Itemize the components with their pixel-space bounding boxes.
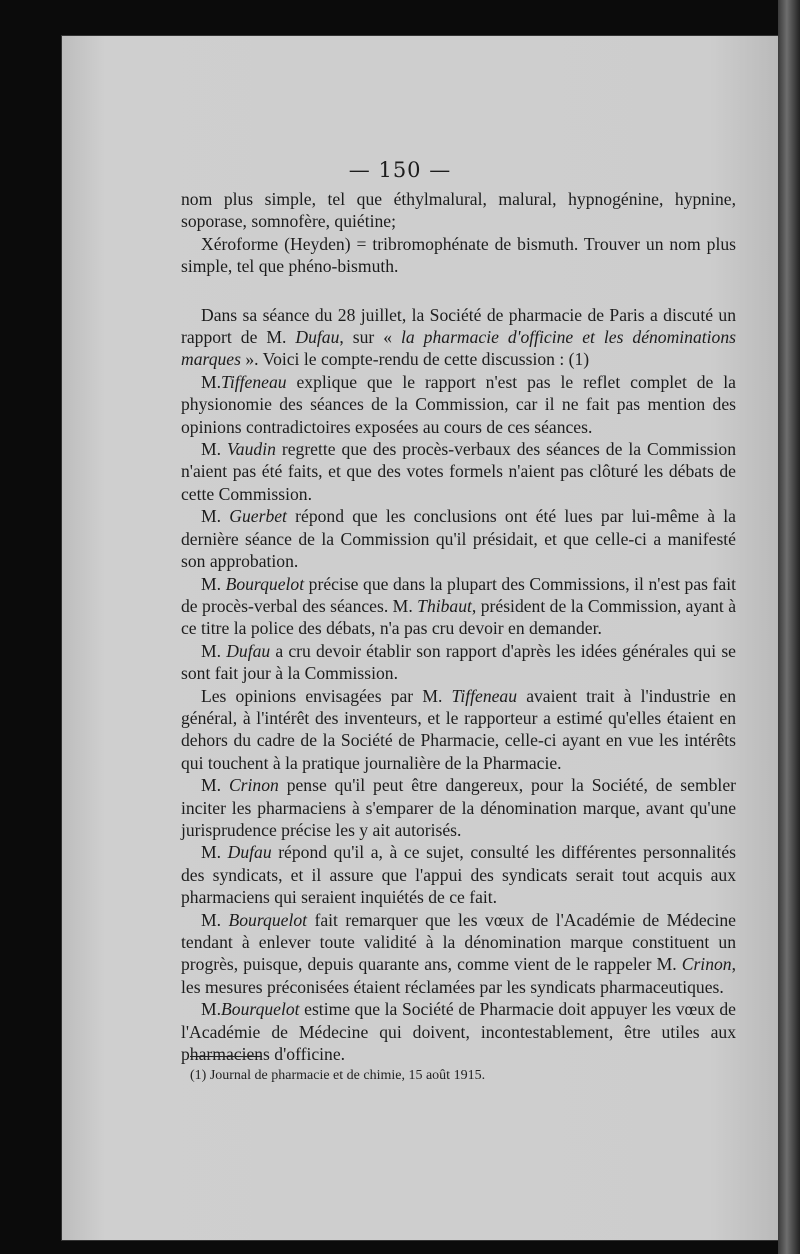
text-run: M. <box>201 999 222 1020</box>
page-edge-shadow <box>778 0 800 1254</box>
text-run: pense qu'il peut être dangereux, pour la Société, de sembler inciter les pharmaciens à s'emparer de la dénomination marque, avant qu'une jurisprudence précise les y ait autorisés. <box>181 775 736 840</box>
paragraph <box>181 371 736 438</box>
text-run: M. <box>201 909 229 930</box>
text-run: M. <box>201 371 222 392</box>
italic-name: Crinon <box>228 775 279 796</box>
text-run: M. <box>201 439 228 460</box>
text-run: M. <box>201 640 227 661</box>
text-run: précise que dans la plupart des Commissions, il n'est pas fait de procès-verbal des séances. M. <box>181 573 736 616</box>
text-run: estime que la Société de Pharmacie doit appuyer les vœux de l'Académie de Médecine qui doivent, incontestablement, être utiles aux pharmaciens d'officine. <box>181 999 736 1065</box>
text-run: ». Voici le compte-rendu de cette discussion : (1) <box>240 349 590 370</box>
text-run: Les opinions envisagées par M. <box>201 685 452 706</box>
paragraph <box>181 233 736 278</box>
italic-name: Dufau <box>295 327 340 348</box>
italic-name: Dufau <box>227 842 272 863</box>
text-run: fait remarquer que les vœux de l'Académie de Médecine tendant à enlever toute validité à la dénomination marque constituent un progrès, puisque, depuis quarante ans, comme vient de le rappeler M. <box>181 909 736 975</box>
footnote-rule <box>190 1056 262 1057</box>
italic-name: Vaudin <box>227 439 276 460</box>
text-run: a cru devoir établir son rapport d'après les idées générales qui se sont fait jour à la Commission. <box>181 640 736 684</box>
text-run: M. <box>201 842 228 863</box>
text-run: , sur « <box>339 327 402 348</box>
paragraph <box>181 998 736 1065</box>
body-text <box>181 188 736 1065</box>
text-run: répond que les conclusions ont été lues par lui-même à la dernière séance de la Commission qu'il présidait, et que celle-ci a manifesté son approbation. <box>181 506 736 572</box>
paragraph <box>181 438 736 505</box>
text-run: , président de la Commission, ayant à ce titre la police des débats, n'a pas cru devoir en demander. <box>181 595 736 639</box>
text-run: répond qu'il a, à ce sujet, consulté les différentes personnalités des syndicats, et il assure que l'appui des syndicats serait tout acquis aux pharmaciens qui seraient inquiétés de ce fait. <box>181 842 736 908</box>
text-run: nom plus simple, tel que éthylmalural, malural, hypnogénine, hypnine, soporase, somnofère, quiétine; <box>181 189 736 232</box>
italic-name: Tiffeneau <box>221 371 287 392</box>
text-run: M. <box>201 506 230 527</box>
italic-name: Tiffeneau <box>451 685 518 706</box>
italic-name: Thibaut <box>417 595 472 616</box>
italic-name: Bourquelot <box>221 999 300 1020</box>
paragraph <box>181 505 736 572</box>
paragraph <box>181 774 736 841</box>
italic-name: Bourquelot <box>228 909 308 930</box>
italic-name: Guerbet <box>229 506 287 527</box>
paragraph <box>181 909 736 999</box>
footnote: (1) Journal de pharmacie et de chimie, 15 août 1915. <box>190 1068 486 1083</box>
text-run: Xéroforme (Heyden) = tribromophénate de bismuth. Trouver un nom plus simple, tel que phéno-bismuth. <box>181 233 736 277</box>
text-run: Dans sa séance du 28 juillet, la Société de pharmacie de Paris a discuté un rapport de M. <box>181 304 736 348</box>
page-number: — 150 — <box>348 158 452 182</box>
paragraph <box>181 573 736 640</box>
text-run: avaient trait à l'industrie en général, à l'intérêt des inventeurs, et le rapporteur a estimé qu'elles étaient en dehors du cadre de la Société de Pharmacie, celle-ci ayant en vue les intérêts qui touchent à la pratique journalière de la Pharmacie. <box>181 685 736 773</box>
paragraph <box>181 188 736 233</box>
text-run: M. <box>201 775 229 796</box>
text-run: explique que le rapport n'est pas le reflet complet de la physionomie des séances de la Commission, car il ne fait pas mention des opinions contradictoires exposées au cours de ces séances. <box>181 371 736 437</box>
text-run: regrette que des procès-verbaux des séances de la Commission n'aient pas été faits, et que des votes formels n'aient pas clôturé les débats de cette Commission. <box>181 439 736 504</box>
paragraph <box>181 640 736 685</box>
paragraph-gap <box>181 278 736 304</box>
text-run: M. <box>201 573 226 594</box>
italic-name: Dufau <box>226 640 271 661</box>
text-run: , les mesures préconisées étaient réclamées par les syndicats pharmaceutiques. <box>181 954 736 997</box>
paragraph <box>181 304 736 371</box>
italic-name: la pharmacie d'officine et les dénominations marques <box>181 327 736 370</box>
paragraph <box>181 685 736 775</box>
italic-name: Bourquelot <box>225 573 305 594</box>
paragraph <box>181 841 736 908</box>
italic-name: Crinon <box>681 954 732 975</box>
